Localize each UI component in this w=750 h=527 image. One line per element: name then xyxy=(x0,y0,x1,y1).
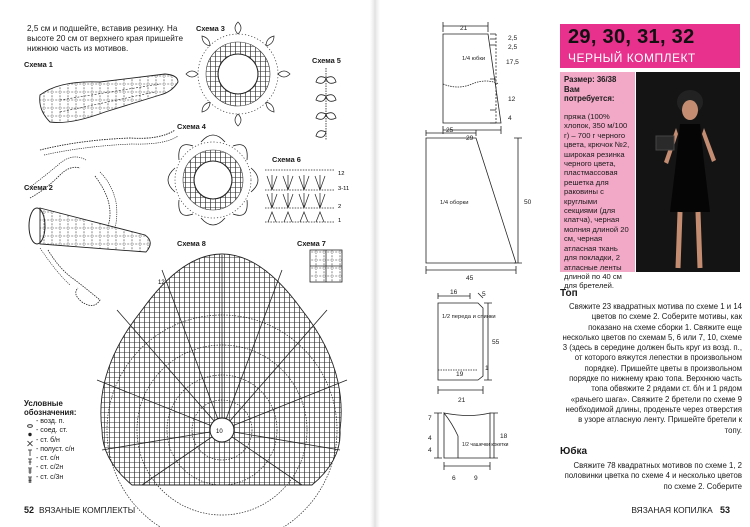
dim-cup-9: 9 xyxy=(474,475,478,482)
page-number-left: 52 xyxy=(24,505,35,515)
skirt-piece-label: 1/4 юбки xyxy=(462,56,486,62)
scheme-7-diagram xyxy=(310,250,342,282)
dim-skirt-12: 12 xyxy=(508,96,516,103)
dim-bodice-21: 21 xyxy=(458,397,466,404)
dim-skirt-2-5a: 2,5 xyxy=(508,35,518,42)
scheme-8-label: Схема 8 xyxy=(177,239,206,248)
scheme-2-diagram xyxy=(29,172,150,306)
scheme-6-row-2: 2 xyxy=(338,204,342,210)
scheme-4-label: Схема 4 xyxy=(177,122,206,131)
section-title-right: ВЯЗАНАЯ КОПИЛКА xyxy=(631,505,713,515)
bodice-piece-label: 1/2 переда и спинки xyxy=(442,314,496,320)
dim-skirt-2-5b: 2,5 xyxy=(508,44,518,51)
scheme-1-label: Схема 1 xyxy=(24,60,53,69)
left-page xyxy=(0,0,372,527)
scheme-8-center-mark: 10 xyxy=(216,429,223,435)
dim-skirt-21: 21 xyxy=(460,25,468,32)
materials-heading: Вам потребуется: xyxy=(564,84,615,104)
scheme-6-row-3-11: 3-11 xyxy=(338,186,350,192)
left-footer xyxy=(24,505,135,515)
legend-item: - ст. б/н xyxy=(36,436,60,444)
dim-bodice-5: 5 xyxy=(482,291,486,298)
scheme-6-label: Схема 6 xyxy=(272,155,301,164)
pattern-drawings xyxy=(378,18,558,488)
section-title-left: ВЯЗАНЫЕ КОМПЛЕКТЫ xyxy=(39,505,136,515)
dim-frill-50: 50 xyxy=(524,199,532,206)
project-title: ЧЕРНЫЙ КОМПЛЕКТ xyxy=(568,51,696,65)
dim-cup-7: 7 xyxy=(428,415,432,422)
title-banner xyxy=(560,24,740,68)
legend-item: - ст. с/3н xyxy=(36,473,64,481)
dim-bodice-55: 55 xyxy=(492,339,500,346)
dim-skirt-29: 29 xyxy=(466,135,474,142)
scheme-6-diagram xyxy=(265,170,335,222)
dim-cup-4a: 4 xyxy=(428,435,432,442)
legend-item: - ст. с/2н xyxy=(36,464,64,472)
dim-skirt-17-5: 17,5 xyxy=(506,59,519,66)
scheme-2-label: Схема 2 xyxy=(24,183,53,192)
scheme-5-diagram xyxy=(316,68,336,140)
scheme-8-row-mark: 12 xyxy=(158,280,165,286)
cup-piece-label: 1/2 чашечки кокетки xyxy=(462,442,509,448)
right-footer xyxy=(631,505,730,515)
dim-cup-18: 18 xyxy=(500,433,508,440)
size-label: Размер: 36/38 xyxy=(564,75,617,84)
intro-text: 2,5 см и подшейте, вставив резинку. На высоте 20 см от верхнего края пришейте нижнюю часть из мотивов. xyxy=(27,24,183,53)
page-number-right: 53 xyxy=(719,505,730,515)
scheme-1-diagram xyxy=(26,74,178,198)
legend-item: - соед. ст. xyxy=(36,427,68,435)
scheme-7-label: Схема 7 xyxy=(297,239,326,248)
project-numbers: 29, 30, 31, 32 xyxy=(568,26,695,48)
scheme-4-diagram xyxy=(168,135,258,225)
materials-text: пряжа (100% хлопок, 350 м/100 г) – 700 г черного цвета, крючок №2, широкая резинка черного цвета, пластмассовая решетка для раковины с круглыми секциями (для клатча), черная молния длиной 20 см, черная атласная ткань для покладки, 2 атласные ленты длиной по 40 см для бретелей. xyxy=(564,112,630,291)
dim-frill-25: 25 xyxy=(446,127,454,134)
frill-piece-label: 1/4 оборки xyxy=(440,200,469,206)
right-page xyxy=(378,0,750,527)
legend-item: - полуст. с/н xyxy=(36,445,75,453)
dim-frill-45: 45 xyxy=(466,275,474,282)
model-figure-icon xyxy=(636,72,740,272)
top-heading: Топ xyxy=(560,288,578,299)
scheme-3-label: Схема 3 xyxy=(196,24,225,33)
dim-bodice-19: 19 xyxy=(456,371,464,378)
skirt-heading: Юбка xyxy=(560,446,588,457)
legend-item: - возд. п. xyxy=(36,418,65,425)
dim-skirt-4: 4 xyxy=(508,115,512,122)
scheme-8-diagram xyxy=(97,254,347,527)
dim-cup-6: 6 xyxy=(452,475,456,482)
dim-bodice-1: 1 xyxy=(485,365,489,372)
legend xyxy=(24,399,94,482)
legend-title: Условные обозначения: xyxy=(24,399,77,417)
dim-cup-4b: 4 xyxy=(428,447,432,454)
dim-bodice-16: 16 xyxy=(450,289,458,296)
scheme-6-row-12: 12 xyxy=(338,171,345,177)
legend-item: - ст. с/н xyxy=(36,455,60,463)
scheme-6-row-1: 1 xyxy=(338,218,342,224)
scheme-5-label: Схема 5 xyxy=(312,56,341,65)
model-photo xyxy=(636,72,740,272)
skirt-instructions: Свяжите 78 квадратных мотивов по схеме 1, 2 половинки цветка по схеме 4 и несколько цветов по схеме 2. Соберите xyxy=(564,461,742,491)
top-instructions: Свяжите 23 квадратных мотива по схеме 1 и 14 цветов по схеме 2. Соберите мотивы, как показано на схеме сборки 1. Свяжите еще несколько цветов по схемам 5, 6 или 7, 10, схеме 3 (здесь в середине должен быть круг из возд. п., от которого вяжутся лепестки в произвольном порядке). Пришейте цветы в произвольном порядке по нижнему краю топа. Верхнюю часть топа обвяжите 2 рядами ст. б/н и 1 рядом «рачьего шага». Свяжите 2 бретели по схеме 9 необходимой длины, проденьте через отверстия в узоре атласную ленту. Пришейте бретели к топу. xyxy=(562,302,742,435)
scheme-3-diagram xyxy=(186,22,290,126)
